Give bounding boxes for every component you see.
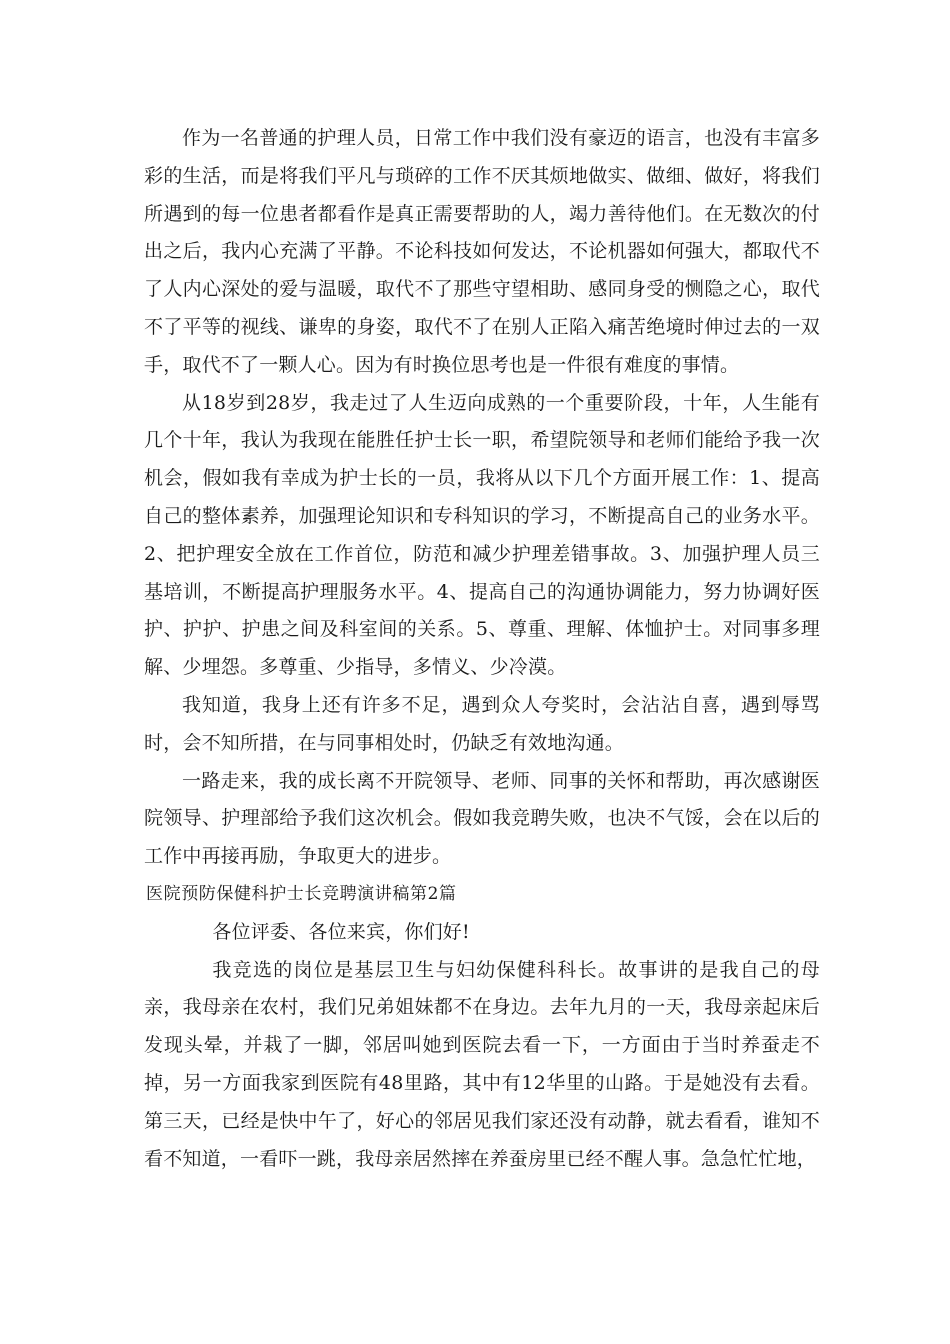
paragraph-story: 我竞选的岗位是基层卫生与妇幼保健科科长。故事讲的是我自己的母亲，我母亲在农村，我们兄弟姐妹都不在身边。去年九月的一天，我母亲起床后发现头晕，并栽了一脚，邻居叫她到医院去看一下，一方面由于当时养蚕走不掉，另一方面我家到医院有48里路，其中有12华里的山路。于是她没有去看。第三天，已经是快中午了，好心的邻居见我们家还没有动静，就去看看，谁知不看不知道，一看吓一跳，我母亲居然摔在养蚕房里已经不醒人事。急急忙忙地， <box>144 958 820 1170</box>
document-page <box>144 120 820 1178</box>
paragraph-nursing-reflection: 作为一名普通的护理人员，日常工作中我们没有豪迈的语言，也没有丰富多彩的生活，而是将我们平凡与琐碎的工作不厌其烦地做实、做细、做好，将我们所遇到的每一位患者都看作是真正需要帮助的人，竭力善待他们。在无数次的付出之后，我内心充满了平静。不论科技如何发达，不论机器如何强大，都取代不了人内心深处的爱与温暖，取代不了那些守望相助、感同身受的恻隐之心，取代不了平等的视线、谦卑的身姿，取代不了在别人正陷入痛苦绝境时伸过去的一双手，取代不了一颗人心。因为有时换位思考也是一件很有难度的事情。 <box>144 127 820 376</box>
paragraph-gratitude: 一路走来，我的成长离不开院领导、老师、同事的关怀和帮助，再次感谢医院领导、护理部给予我们这次机会。假如我竞聘失败，也决不气馁，会在以后的工作中再接再励，争取更大的进步。 <box>144 769 820 868</box>
section-title: 医院预防保健科护士长竞聘演讲稿第2篇 <box>146 883 457 904</box>
paragraph-work-plan: 从18岁到28岁，我走过了人生迈向成熟的一个重要阶段，十年，人生能有几个十年，我认为我现在能胜任护士长一职，希望院领导和老师们能给予我一次机会，假如我有幸成为护士长的一员，我将从以下几个方面开展工作：1、提高自己的整体素养，加强理论知识和专科知识的学习，不断提高自己的业务水平。2、把护理安全放在工作首位，防范和减少护理差错事故。3、加强护理人员三基培训，不断提高护理服务水平。4、提高自己的沟通协调能力，努力协调好医护、护护、护患之间及科室间的关系。5、尊重、理解、体恤护士。对同事多理解、少埋怨。多尊重、少指导，多情义、少冷漠。 <box>144 391 820 679</box>
paragraph-shortcomings: 我知道，我身上还有许多不足，遇到众人夸奖时，会沾沾自喜，遇到辱骂时，会不知所措，在与同事相处时，仍缺乏有效地沟通。 <box>144 693 820 754</box>
greeting: 各位评委、各位来宾，你们好! <box>212 920 470 943</box>
